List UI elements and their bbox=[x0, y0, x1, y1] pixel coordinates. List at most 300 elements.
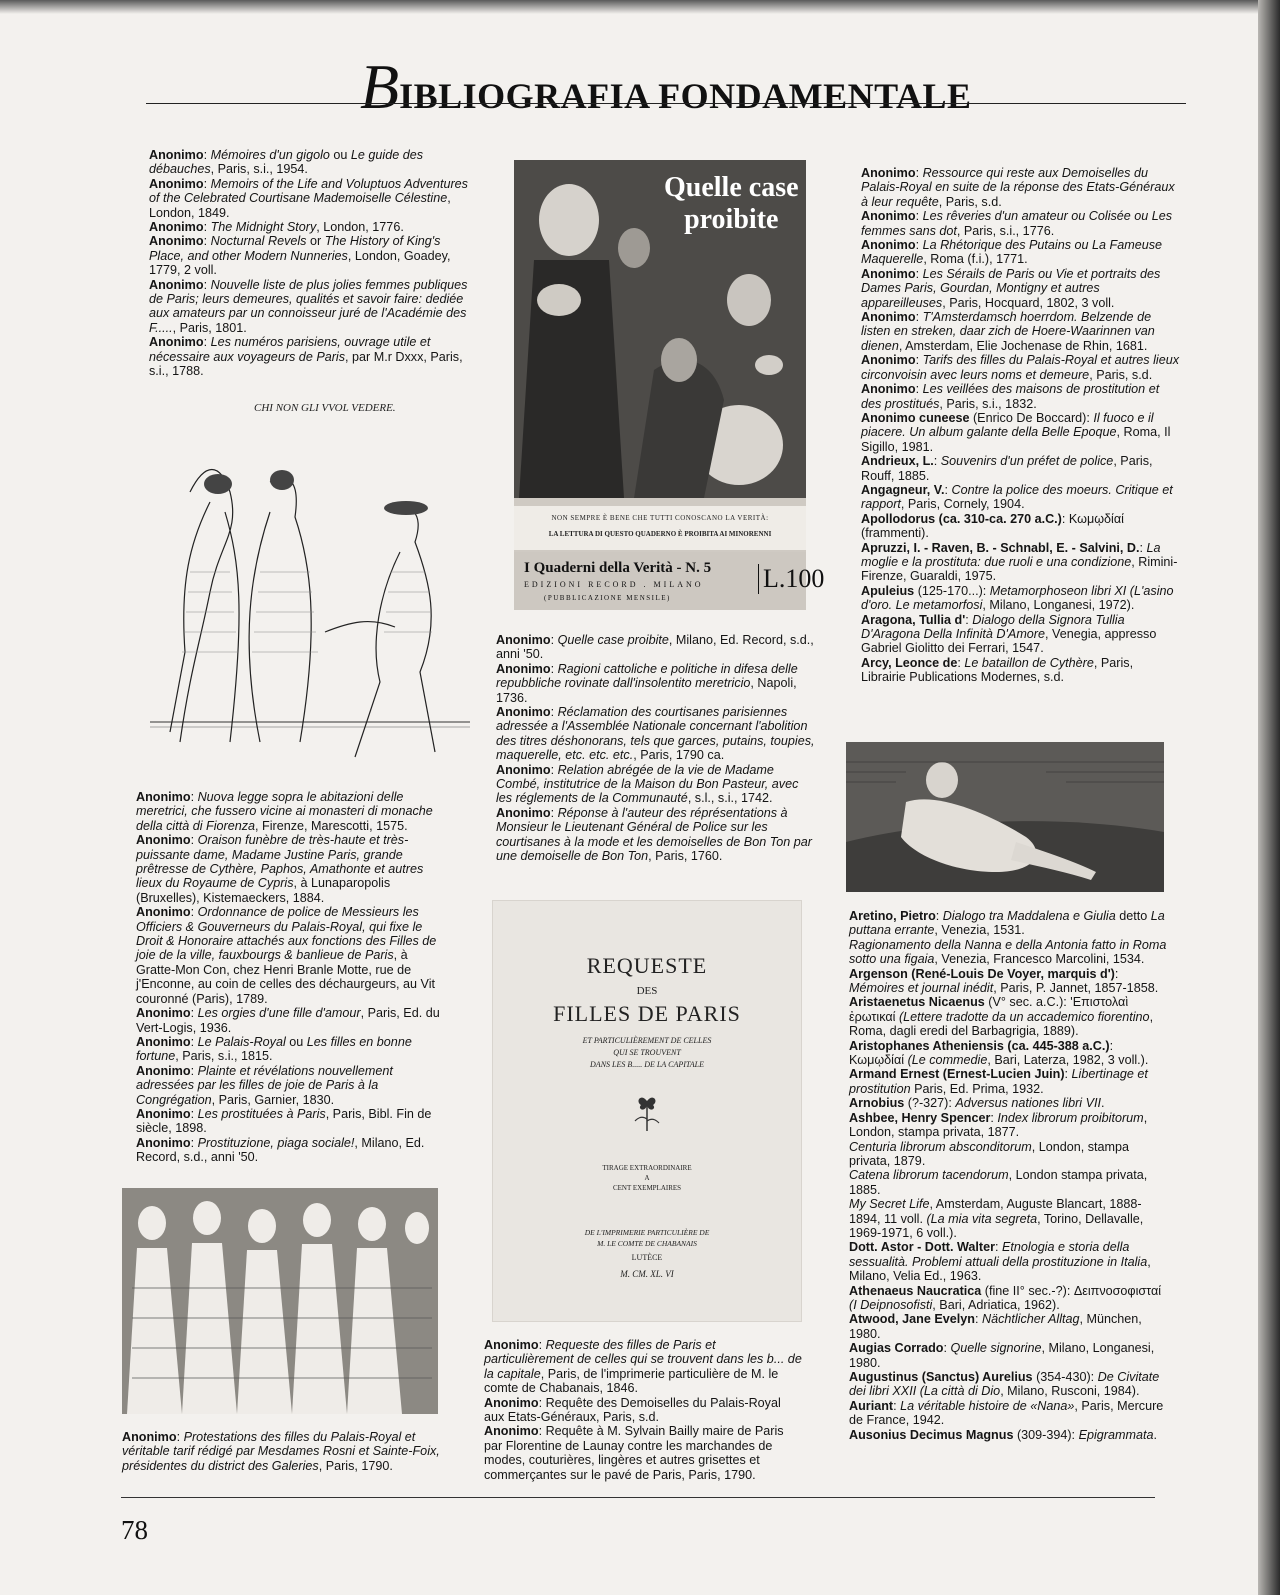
entry-title: Le bataillon de Cythère bbox=[964, 655, 1094, 670]
entry-author: Anonimo bbox=[861, 382, 916, 397]
entry-author: Arnobius bbox=[849, 1096, 905, 1111]
entry-title-secondary: Il fuoco e il piacere. Un album galante della Belle Epoque bbox=[861, 410, 1154, 440]
bibliography-col1-middle bbox=[136, 790, 448, 1165]
entry-details: , Venezia, Francesco Marcolini, 1534. bbox=[934, 952, 1145, 967]
bibliography-entry bbox=[849, 1197, 1171, 1240]
entry-author: Dott. Astor - Dott. Walter bbox=[849, 1240, 995, 1255]
entry-separator: : bbox=[915, 382, 923, 397]
entry-separator: : bbox=[1061, 511, 1069, 526]
cover-warning-band bbox=[514, 506, 806, 550]
entry-title: Les prostituées à Paris bbox=[197, 1106, 326, 1121]
entry-separator: : bbox=[550, 633, 558, 647]
entry-details: Κωμῳδίαί bbox=[849, 1053, 908, 1068]
entry-separator: : bbox=[1139, 540, 1147, 555]
entry-tail: , Torino, Dellavalle, 1969-1971, 6 voll.). bbox=[849, 1211, 1144, 1240]
entry-title: Centuria librorum absconditorum bbox=[849, 1139, 1032, 1154]
entry-separator: : bbox=[944, 482, 952, 497]
entry-author: Anonimo bbox=[149, 220, 204, 235]
entry-details: , Paris, Rouff, 1885. bbox=[861, 454, 1153, 483]
entry-title: Nächtlicher Alltag bbox=[981, 1312, 1080, 1327]
bibliography-entry bbox=[849, 1312, 1171, 1341]
bibliography-entry bbox=[849, 1067, 1171, 1096]
bibliography-entry bbox=[849, 938, 1171, 967]
entry-separator: : bbox=[994, 1240, 1002, 1255]
entry-title: Ragioni cattoliche e politiche in difesa delle repubbliche rovinate dall'insolentito meretricio bbox=[496, 661, 798, 691]
entry-details: , Paris, 1790 ca. bbox=[633, 748, 725, 763]
requeste-subtitle-1: ET PARTICULIÈREMENT DE CELLES bbox=[582, 1036, 712, 1045]
requeste-print-run-2: A bbox=[644, 1174, 650, 1182]
entry-separator: : bbox=[915, 310, 923, 325]
bibliography-col3-bottom bbox=[849, 909, 1171, 1442]
bibliography-entry bbox=[849, 1428, 1171, 1442]
requeste-title: REQUESTE bbox=[586, 953, 708, 978]
entry-separator: : bbox=[915, 209, 923, 224]
entry-separator: : bbox=[915, 238, 923, 253]
entry-separator: : bbox=[190, 1063, 198, 1078]
entry-separator: : bbox=[915, 266, 923, 281]
cover-title bbox=[664, 172, 799, 236]
bibliography-entry bbox=[484, 1338, 802, 1396]
bibliography-entry bbox=[861, 267, 1179, 310]
entry-details: , Paris, 1760. bbox=[648, 849, 723, 864]
entry-title-secondary: Les filles en bonne fortune bbox=[136, 1034, 412, 1064]
entry-title: Relation abrégée de la vie de Madame Combé, institutrice de la Maison du Bon Pasteur, avec les réglements de la Communauté bbox=[496, 762, 799, 806]
requeste-subtitle-3: DANS LES B..... DE LA CAPITALE bbox=[590, 1060, 704, 1069]
entry-author: Athenaeus Naucratica bbox=[849, 1283, 982, 1298]
entry-title: The Midnight Story bbox=[210, 220, 317, 235]
bibliography-entry bbox=[122, 1430, 440, 1473]
entry-tail: . bbox=[1101, 1096, 1105, 1111]
entry-author: Anonimo bbox=[496, 633, 551, 647]
entry-details: , Paris, 1790. bbox=[318, 1458, 393, 1473]
entry-details: detto bbox=[1115, 909, 1151, 923]
entry-author: Anonimo bbox=[861, 209, 916, 224]
entry-author: Arcy, Leonce de bbox=[861, 655, 958, 670]
entry-details: , par M.r Dxxx, Paris, s.i., 1788. bbox=[149, 349, 463, 379]
entry-title: Dialogo della Signora Tullia D'Aragona Della Infinità D'Amore bbox=[861, 612, 1125, 641]
entry-details: , Paris, Cornely, 1904. bbox=[900, 497, 1025, 512]
entry-separator: : bbox=[190, 833, 198, 848]
cover-warning-line1: NON SEMPRE È BENE CHE TUTTI CONOSCANO LA VERITÀ: bbox=[551, 514, 769, 522]
bibliography-entry bbox=[136, 790, 448, 833]
bibliography-entry bbox=[496, 705, 816, 763]
entry-details: , Paris, Librairie Publications Modernes, s.d. bbox=[861, 655, 1134, 685]
requeste-subtitle-2: QUI SE TROUVENT bbox=[613, 1048, 681, 1057]
entry-title: Réclamation des courtisanes parisiennes adressée a l'Assemblée Nationale concernant l'abolition des titres déshonorans, tels que garces, putains, toupies, maquerelle, etc. etc. etc. bbox=[496, 705, 815, 763]
entry-title: Oraison funèbre de très-haute et très-puissante dame, Madame Justine Paris, grande prêtresse de Cythère, Paphos, Amathonte et autres lieux du Royaume de Cypris bbox=[136, 833, 424, 891]
entry-author: Auriant bbox=[849, 1398, 894, 1413]
bibliography-entry bbox=[861, 584, 1179, 613]
entry-title: Protestations des filles du Palais-Royal et véritable tarif rédigé par Mesdames Rosni et Sainte-Foix, présidentes du district des Galeries bbox=[122, 1430, 440, 1473]
entry-title: Les numéros parisiens, ouvrage utile et nécessaire aux voyageurs de Paris bbox=[149, 335, 431, 364]
entry-details: Requête des Demoiselles du Palais-Royal aux Etats-Généraux, Paris, s.d. bbox=[484, 1395, 781, 1425]
entry-author: Anonimo bbox=[136, 790, 191, 804]
book-cover-requeste-des-filles bbox=[492, 900, 802, 1322]
cover-title-line1: Quelle case bbox=[664, 172, 799, 203]
entry-details: (125-170...): bbox=[917, 583, 990, 598]
entry-details: Paris, Ed. Prima, 1932. bbox=[910, 1081, 1044, 1096]
entry-title: Nocturnal Revels bbox=[210, 234, 307, 249]
entry-author: Anonimo bbox=[861, 238, 916, 253]
footer-rule bbox=[121, 1497, 1155, 1498]
entry-title: Prostituzione, piaga sociale! bbox=[197, 1135, 355, 1150]
entry-separator: : bbox=[935, 909, 943, 923]
entry-tail: , London, Goadey, 1779, 2 voll. bbox=[149, 248, 451, 278]
entry-title-secondary: (La mia vita segreta bbox=[926, 1211, 1038, 1226]
entry-author: Anonimo bbox=[149, 335, 204, 350]
entry-author: Anonimo bbox=[484, 1338, 539, 1352]
page-title bbox=[360, 50, 971, 124]
entry-separator: : bbox=[965, 612, 973, 627]
bibliography-entry bbox=[861, 541, 1179, 584]
entry-title: Ragionamento della Nanna e della Antonia fatto in Roma sotto una figaia bbox=[849, 937, 1167, 967]
entry-author: Apollodorus (ca. 310-ca. 270 a.C.) bbox=[861, 511, 1062, 526]
requeste-place: LUTÈCE bbox=[631, 1253, 663, 1262]
flower-ornament-icon bbox=[631, 1091, 663, 1131]
scan-shadow bbox=[0, 0, 1258, 14]
entry-author: Anonimo bbox=[136, 1034, 191, 1049]
entry-details: , Paris, Bibl. Fin de siècle, 1898. bbox=[136, 1106, 432, 1136]
entry-tail: . bbox=[1153, 1427, 1157, 1442]
engraving-crowd-of-women bbox=[122, 1188, 438, 1414]
entry-author: Aristophanes Atheniensis (ca. 445-388 a.C.) bbox=[849, 1038, 1110, 1053]
bibliography-entry bbox=[861, 238, 1179, 267]
entry-tail: , Paris, s.i., 1815. bbox=[175, 1049, 273, 1064]
entry-title: Les Sérails de Paris ou Vie et portraits des Dames Paris, Gourdan, Montigny et autres appareilleuses bbox=[861, 266, 1161, 310]
bibliography-col2-bottom bbox=[484, 1338, 802, 1482]
entry-title: T'Amsterdamsch hoerrdom. Belzende de listen en streken, daar zich de Hoere-Waarinnen van dienen bbox=[861, 310, 1155, 353]
header-rule bbox=[146, 103, 1186, 104]
entry-separator: : bbox=[990, 1110, 998, 1125]
entry-separator: : bbox=[203, 335, 211, 350]
entry-separator: : bbox=[943, 1341, 951, 1356]
bibliography-entry bbox=[496, 806, 816, 864]
entry-details: , Amsterdam, Elie Jochenase de Rhin, 1681. bbox=[898, 338, 1148, 353]
entry-details: , Roma (f.i.), 1771. bbox=[923, 252, 1028, 267]
entry-author: Anonimo bbox=[496, 805, 551, 820]
entry-tail: , Roma, dagli eredi del Barbagrigia, 1889). bbox=[849, 1009, 1154, 1039]
bibliography-entry bbox=[861, 310, 1179, 353]
entry-details: , London, 1776. bbox=[316, 220, 404, 235]
bibliography-entry bbox=[849, 1039, 1171, 1068]
entry-title: My Secret Life bbox=[849, 1197, 930, 1212]
page-edge bbox=[1258, 0, 1280, 1595]
cover-price: L.100 bbox=[758, 564, 824, 594]
entry-title-secondary: De Civitate dei libri XXII (La città di Dio bbox=[849, 1370, 1160, 1399]
bibliography-entry bbox=[136, 1136, 448, 1165]
bibliography-entry bbox=[861, 454, 1179, 483]
entry-author: Anonimo bbox=[861, 353, 916, 368]
bibliography-entry bbox=[849, 1168, 1171, 1197]
entry-details: , Paris, s.i., 1776. bbox=[956, 223, 1055, 238]
entry-separator: : bbox=[538, 1338, 546, 1352]
entry-tail: , Paris, 1790. bbox=[681, 1467, 756, 1482]
entry-separator: : bbox=[203, 176, 211, 191]
bibliography-entry bbox=[861, 166, 1179, 209]
entry-title-secondary: The History of King's Place, and other Modern Nunneries bbox=[149, 234, 441, 263]
entry-details: (V° sec. a.C.): 'Επιστολαὶ ἐρωτικαί bbox=[849, 995, 1129, 1024]
entry-author: Anonimo bbox=[136, 1006, 191, 1021]
bibliography-entry bbox=[496, 763, 816, 806]
bibliography-entry bbox=[136, 1064, 448, 1107]
entry-author: Anonimo bbox=[136, 1063, 191, 1078]
entry-title: Les orgies d'une fille d'amour bbox=[197, 1006, 361, 1021]
entry-author: Anonimo bbox=[136, 905, 191, 920]
bibliography-entry bbox=[849, 1111, 1171, 1140]
entry-author: Anonimo bbox=[484, 1424, 539, 1439]
entry-details: , Milano, Ed. Record, s.d., anni '50. bbox=[136, 1135, 425, 1165]
entry-title: Tarifs des filles du Palais-Royal et autres lieux circonvoisin avec leurs noms et demeure bbox=[861, 353, 1180, 382]
entry-author: Aragona, Tullia d' bbox=[861, 612, 966, 627]
entry-author: Augias Corrado bbox=[849, 1341, 944, 1356]
bibliography-entry bbox=[149, 220, 469, 234]
entry-separator: : bbox=[190, 1034, 198, 1049]
bibliography-entry bbox=[861, 353, 1179, 382]
entry-title-secondary: (I Deipnosofisti bbox=[849, 1297, 933, 1312]
entry-details: , München, 1980. bbox=[849, 1312, 1142, 1341]
entry-details: (354-430): bbox=[1036, 1370, 1098, 1384]
entry-title: Le Palais-Royal bbox=[197, 1034, 286, 1049]
entry-author: Aretino, Pietro bbox=[849, 909, 936, 923]
entry-author: Anonimo bbox=[496, 661, 551, 676]
engraving-caption: CHI NON GLI VVOL VEDERE. bbox=[254, 402, 396, 414]
requeste-des: DES bbox=[636, 985, 658, 997]
entry-title: Mémoires d'un gigolo bbox=[210, 148, 330, 162]
entry-title: Quelle case proibite bbox=[557, 633, 669, 647]
entry-details: , Milano, Ed. Record, s.d., anni '50. bbox=[496, 633, 814, 662]
bibliography-entry bbox=[849, 967, 1171, 996]
entry-author: Angagneur, V. bbox=[861, 482, 945, 497]
entry-separator: : bbox=[550, 705, 558, 720]
entry-details: , London, stampa privata, 1877. bbox=[849, 1110, 1148, 1140]
entry-tail: , Milano, Longanesi, 1972). bbox=[982, 598, 1135, 613]
entry-author: Anonimo bbox=[861, 266, 916, 281]
entry-title: Plainte et révélations nouvellement adressées par les filles de joie de Paris à la Congrégation bbox=[136, 1063, 393, 1107]
cover-warning-line2: LA LETTURA DI QUESTO QUADERNO È PROIBITA AI MINORENNI bbox=[548, 530, 772, 538]
entry-title: La véritable histoire de «Nana» bbox=[900, 1398, 1075, 1413]
entry-author: Anonimo bbox=[149, 176, 204, 191]
entry-title: Ressource qui reste aux Demoiselles du Palais-Royal en suite de la réponse des Etats-Généraux à leur requête bbox=[861, 166, 1175, 209]
entry-details: Requête à M. Sylvain Bailly maire de Paris par Florentine de Launay contre les marchandes de modes, couturières, lingères et autres grisettes et commerçantes sur le pavé de Paris bbox=[484, 1424, 784, 1482]
entry-author: Aristaenetus Nicaenus bbox=[849, 995, 985, 1010]
entry-details: (Enrico De Boccard): bbox=[972, 410, 1094, 425]
bibliography-entry bbox=[861, 382, 1179, 411]
entry-title: Index librorum proibitorum bbox=[997, 1110, 1144, 1125]
entry-separator: : bbox=[190, 1006, 198, 1021]
entry-separator: : bbox=[190, 1106, 198, 1121]
entry-title: Les veillées des maisons de prostitution et des prostitués bbox=[861, 382, 1160, 411]
requeste-print-run-1: TIRAGE EXTRAORDINAIRE bbox=[602, 1164, 692, 1172]
bibliography-entry bbox=[484, 1396, 802, 1425]
entry-details: , s.l., s.i., 1742. bbox=[687, 791, 773, 806]
entry-details: , Paris, s.d. bbox=[1089, 367, 1153, 382]
entry-title-secondary: Le guide des débauches bbox=[149, 148, 424, 177]
engraving-reclining-figure bbox=[846, 742, 1164, 892]
requeste-print-run bbox=[493, 1163, 801, 1193]
bibliography-entry bbox=[136, 1035, 448, 1064]
entry-details: , Paris, Garnier, 1830. bbox=[211, 1092, 335, 1107]
entry-separator: : bbox=[176, 1430, 184, 1444]
bibliography-entry bbox=[149, 278, 469, 336]
entry-title: Contre la police des moeurs. Critique et rapport bbox=[861, 482, 1173, 512]
entry-separator: : bbox=[550, 805, 558, 820]
cover-series: I Quaderni della Verità - N. 5 bbox=[524, 560, 712, 576]
entry-separator: : bbox=[203, 234, 211, 249]
entry-separator: : bbox=[915, 353, 923, 368]
entry-title: Requeste des filles de Paris et particulièrement de celles qui se trouvent dans les b... de la capitale bbox=[484, 1338, 802, 1381]
entry-tail: , Venezia, 1531. bbox=[934, 923, 1025, 938]
bibliography-entry bbox=[484, 1424, 802, 1482]
entry-separator: : bbox=[974, 1312, 982, 1327]
entry-title-secondary: Metamorphoseon libri XI (L'asino d'oro. Le metamorfosi bbox=[861, 583, 1174, 613]
entry-author: Atwood, Jane Evelyn bbox=[849, 1312, 975, 1327]
entry-author: Anonimo bbox=[861, 310, 916, 325]
entry-separator: : bbox=[190, 1135, 198, 1150]
cover-footer bbox=[514, 552, 825, 610]
entry-details: ou bbox=[285, 1034, 307, 1049]
bibliography-entry bbox=[149, 234, 469, 277]
entry-details: (fine II° sec.-?): Δειπνοσοφισταί bbox=[984, 1283, 1162, 1298]
entry-separator: : bbox=[957, 655, 965, 670]
entry-author: Anonimo bbox=[484, 1395, 539, 1410]
entry-details: , Paris, de l'imprimerie particulière de M. le comte de Chabanais, 1846. bbox=[484, 1366, 779, 1396]
bibliography-entry bbox=[861, 209, 1179, 238]
bibliography-entry bbox=[861, 411, 1179, 454]
entry-separator: : bbox=[203, 220, 211, 235]
entry-title: Souvenirs d'un préfet de police bbox=[940, 454, 1114, 469]
entry-author: Ausonius Decimus Magnus bbox=[849, 1427, 1014, 1442]
bibliography-entry bbox=[136, 1107, 448, 1136]
reclining-figure-drawing bbox=[846, 742, 1164, 892]
entry-title: La Rhétorique des Putains ou La Fameuse Maquerelle bbox=[861, 238, 1163, 267]
entry-title-secondary: La puttana errante bbox=[849, 909, 1165, 938]
cover-publisher: EDIZIONI RECORD . MILANO bbox=[524, 580, 704, 589]
entry-separator: : bbox=[538, 1424, 546, 1439]
entry-details: (?-327): bbox=[907, 1096, 956, 1111]
entry-details: , Napoli, 1736. bbox=[496, 676, 797, 705]
entry-details: , Paris, s.d. bbox=[938, 194, 1002, 209]
entry-details: (309-394): bbox=[1016, 1427, 1079, 1442]
entry-author: Ashbee, Henry Spencer bbox=[849, 1110, 991, 1125]
entry-title: Réponse à l'auteur des réprésentations à Monsieur le Lieutenant Général de Police sur les courtisanes à la mode et les demoiselles de Bon Ton par une demoiselle de Bon Ton bbox=[496, 805, 812, 864]
entry-separator: : bbox=[893, 1398, 901, 1413]
entry-details: , Paris, 1801. bbox=[172, 320, 247, 335]
entry-separator: : bbox=[550, 762, 558, 777]
bibliography-entry bbox=[849, 1096, 1171, 1110]
entry-title: Les rêveries d'un amateur ou Colisée ou Les femmes sans dot bbox=[861, 209, 1173, 238]
entry-title-secondary: (Le commedie bbox=[907, 1053, 988, 1068]
entry-separator: : bbox=[933, 454, 941, 469]
entry-tail: , Bari, Adriatica, 1962). bbox=[932, 1297, 1060, 1312]
entry-separator: : bbox=[550, 661, 558, 676]
entry-details: , Paris, Mercure de France, 1942. bbox=[849, 1398, 1164, 1428]
entry-separator: : bbox=[203, 148, 211, 162]
bibliography-entry bbox=[149, 148, 469, 177]
entry-separator: : bbox=[190, 790, 198, 804]
entry-details: , Rimini-Firenze, Guaraldi, 1975. bbox=[861, 554, 1178, 584]
bibliography-entry bbox=[136, 833, 448, 905]
entry-details: , Paris, Ed. du Vert-Logis, 1936. bbox=[136, 1006, 440, 1035]
engraving-three-figures bbox=[150, 400, 470, 785]
entry-title: Quelle signorine bbox=[950, 1341, 1042, 1356]
entry-details: , Paris, s.i., 1832. bbox=[939, 396, 1037, 411]
entry-author: Apuleius bbox=[861, 583, 915, 598]
bibliography-entry bbox=[149, 177, 469, 220]
entry-author: Anonimo bbox=[861, 166, 916, 180]
entry-author: Apruzzi, I. - Raven, B. - Schnabl, E. - Salvini, D. bbox=[861, 540, 1140, 555]
entry-details: , Paris, Hocquard, 1802, 3 voll. bbox=[942, 295, 1115, 310]
entry-details: , à Lunaparopolis (Bruxelles), Kistemaeckers, 1884. bbox=[136, 876, 391, 905]
bibliography-entry bbox=[849, 1370, 1171, 1399]
requeste-print-run-3: CENT EXEMPLAIRES bbox=[612, 1184, 682, 1192]
entry-details: , Firenze, Marescotti, 1575. bbox=[255, 818, 408, 833]
entry-details: , à Gratte-Mon Con, chez Henri Branle Motte, rue de j'Enconne, au coin de celles des déchaurgeurs, au Vit couronné (Paris), 1789. bbox=[136, 948, 436, 1006]
entry-author: Anonimo bbox=[136, 833, 191, 848]
entry-author: Argenson (René-Louis De Voyer, marquis d') bbox=[849, 966, 1115, 981]
entry-title: Dialogo tra Maddalena e Giulia bbox=[942, 909, 1116, 923]
requeste-subtitle bbox=[493, 1035, 801, 1071]
bibliography-entry bbox=[136, 1006, 448, 1035]
bibliography-col1-top bbox=[149, 148, 469, 379]
entry-separator: : bbox=[1064, 1067, 1072, 1082]
entry-separator: : bbox=[190, 905, 198, 920]
entry-author: Anonimo bbox=[136, 1106, 191, 1121]
entry-title: Libertinage et prostitution bbox=[849, 1067, 1148, 1096]
entry-author: Anonimo bbox=[136, 1135, 191, 1150]
entry-author: Anonimo bbox=[149, 277, 204, 292]
entry-title-secondary: Adversus nationes libri VII bbox=[955, 1096, 1101, 1111]
crowd-drawing bbox=[122, 1188, 438, 1414]
entry-tail: , Roma, Il Sigillo, 1981. bbox=[861, 425, 1171, 454]
entry-separator: : bbox=[1114, 966, 1119, 981]
bibliography-entry bbox=[861, 656, 1179, 685]
entry-tail: , Milano, Rusconi, 1984). bbox=[1000, 1384, 1140, 1399]
entry-title: Ordonnance de police de Messieurs les Officiers & Gouverneurs du Palais-Royal, qui fixe le Droit & Honoraire attachés aux fonctions des Filles de joie de la ville, fauxbourgs & banlieue de Paris bbox=[136, 905, 437, 963]
cover-title-line2: proibite bbox=[684, 204, 779, 235]
bibliography-entry bbox=[849, 1140, 1171, 1169]
engraving-drawing bbox=[150, 422, 470, 782]
bibliography-col2-top bbox=[496, 633, 816, 864]
entry-details: , Milano, Longanesi, 1980. bbox=[849, 1341, 1155, 1370]
requeste-filles: FILLES DE PARIS bbox=[553, 1001, 741, 1026]
bibliography-entry bbox=[136, 905, 448, 1006]
bibliography-entry bbox=[861, 613, 1179, 656]
bibliography-entry bbox=[849, 995, 1171, 1038]
requeste-imprint bbox=[493, 1227, 801, 1249]
bibliography-entry bbox=[496, 662, 816, 705]
page-title-rest: IBLIOGRAFIA FONDAMENTALE bbox=[399, 76, 972, 116]
bibliography-entry bbox=[496, 633, 816, 662]
bibliography-entry bbox=[849, 1284, 1171, 1313]
bibliography-entry bbox=[849, 1399, 1171, 1428]
entry-details: , Venegia, appresso Gabriel Giolitto dei Ferrari, 1547. bbox=[861, 627, 1157, 656]
entry-details: , London, stampa privata, 1879. bbox=[849, 1139, 1130, 1168]
entry-tail: , Bari, Laterza, 1982, 3 voll.). bbox=[987, 1053, 1149, 1068]
page-title-initial: B bbox=[360, 51, 400, 122]
requeste-imprint-1: DE L'IMPRIMERIE PARTICULIÈRE DE bbox=[584, 1228, 710, 1237]
book-cover-quelle-case-proibite bbox=[514, 160, 825, 610]
entry-title: Nouvelle liste de plus jolies femmes publiques de Paris; leurs demeures, qualités et savoir faire: dediée aux amateurs par un connoisseur juré de l'Académie des F..... bbox=[149, 277, 468, 335]
entry-details: , Amsterdam, Auguste Blancart, 1888-1894, 11 voll. bbox=[849, 1197, 1142, 1226]
entry-author: Anonimo bbox=[496, 762, 551, 777]
entry-author: Augustinus (Sanctus) Aurelius bbox=[849, 1370, 1033, 1384]
entry-separator: : bbox=[915, 166, 923, 180]
entry-author: Anonimo bbox=[122, 1430, 177, 1444]
bibliography-entry bbox=[861, 483, 1179, 512]
cover-frequency: (PUBBLICAZIONE MENSILE) bbox=[544, 594, 671, 602]
requeste-imprint-2: M. LE COMTE DE CHABANAIS bbox=[597, 1239, 697, 1248]
bibliography-entry bbox=[849, 909, 1171, 938]
